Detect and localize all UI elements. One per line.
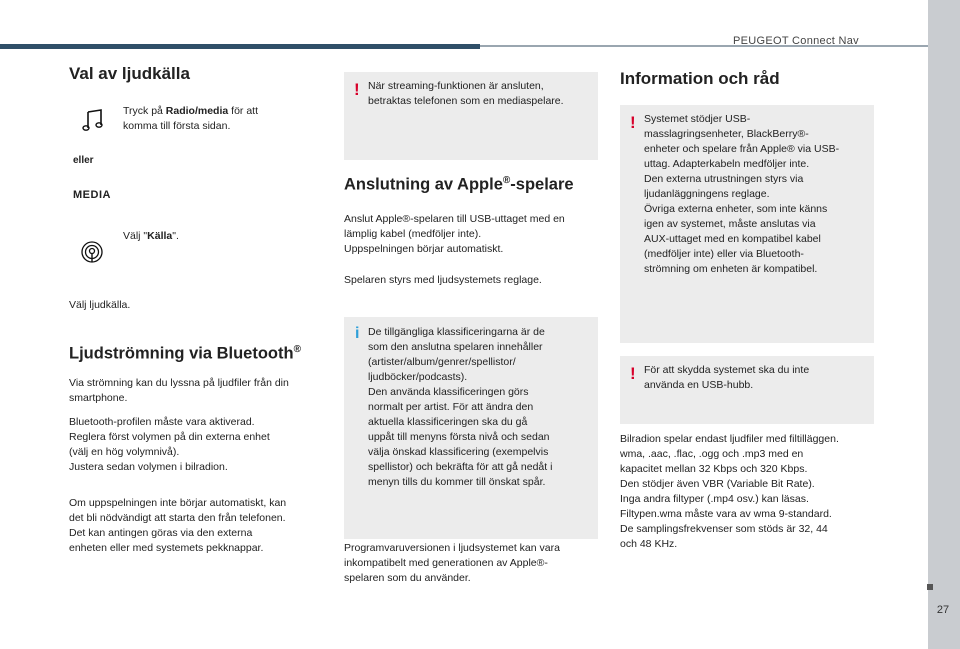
usb-hub-warning-box [620,356,874,424]
apple-connect-text: Anslut Apple®-spelaren till USB-uttaget med en lämplig kabel (medföljer inte). Uppspelningen börjar automatiskt. [344,213,565,255]
brand-label: PEUGEOT Connect Nav [733,35,859,47]
apple-controls-text: Spelaren styrs med ljudsystemets reglage. [344,274,542,286]
info-icon: i [355,325,360,342]
media-button-label: MEDIA [73,189,111,201]
usb-support-warning-box [620,105,874,343]
step-radio-media: Tryck på Radio/media för att komma till första sidan. [123,105,258,132]
streaming-note-box [344,72,598,160]
or-label: eller [73,155,94,166]
warning-icon: ! [630,364,636,383]
music-note-icon [82,108,104,132]
usb-hub-text: För att skydda systemet ska du inte använda en USB-hubb. [644,364,810,391]
usb-support-text: Systemet stödjer USB- masslagringsenheter, BlackBerry®- enheter och spelare från Apple® via USB- uttag. Adapterkabeln medföljer inte. Den externa utrustningen styrs via ljudanläggningens reglage. Övriga externa enheter, som inte känns igen av systemet, måste anslutas via AUX-uttaget med en kompatibel kabel (medföljer inte) eller via Bluetooth- strömning om enheten är kompatibel. [644,113,840,275]
section-title-source: Val av ljudkälla [69,64,190,83]
page-number: 27 [936,604,950,616]
warning-icon: ! [630,113,636,132]
header-rule [480,45,928,47]
classification-info-box [344,317,598,539]
page-marker [927,584,933,590]
bluetooth-intro: Via strömning kan du lyssna på ljudfiler från din smartphone. [69,377,289,404]
file-format-text: Bilradion spelar endast ljudfiler med filtilläggen. wma, .aac, .flac, .ogg och .mp3 med en kapacitet mellan 32 Kbps och 320 Kbps. Den stödjer även VBR (Variable Bit Rate). Inga andra filtyper (.mp4 osv.) kan läsas. Filtypen.wma måste vara av wma 9-standard. De samplingsfrekvenser som stöds är 32, 44 och 48 KHz. [620,433,839,550]
software-version-text: Programvaruversionen i ljudsystemet kan vara inkompatibelt med generationen av Apple®- spelaren som du använder. [344,542,560,584]
column-1 [69,64,329,84]
radio-source-icon [80,240,104,264]
bluetooth-playback-text: Om uppspelningen inte börjar automatiskt, kan det bli nödvändigt att starta den från telefonen. Det kan antingen göras via den externa enheten eller med systemets pekknappar. [69,497,287,554]
page-sidebar [928,0,960,649]
section-title-apple: Anslutning av Apple®-spelare [344,175,574,194]
bluetooth-profile-text: Bluetooth-profilen måste vara aktiverad. Reglera först volymen på din externa enhet (välj en hög volymnivå). Justera sedan volymen i bilradion. [69,416,270,473]
classification-info-text: De tillgängliga klassificeringarna är de som den anslutna spelaren innehåller (artister/album/genrer/spellistor/ ljudböcker/podcasts). Den använda klassificeringen görs normalt per artist. För att ändra den aktuella klassificeringen ska du gå uppåt till menyns första nivå och sedan välja önskad klassificering (exempelvis spellistor) och bekräfta för att gå nedåt i menyn tills du kommer till önskat spår. [368,326,553,488]
warning-icon: ! [354,80,360,99]
step-select-source: Välj "Källa". [123,230,179,242]
section-title-bluetooth: Ljudströmning via Bluetooth® [69,344,301,363]
streaming-note-text: När streaming-funktionen är ansluten, betraktas telefonen som en mediaspelare. [368,80,564,107]
section-title-info: Information och råd [620,69,780,88]
select-audio-source-text: Välj ljudkälla. [69,299,131,311]
header-bar [0,44,480,49]
